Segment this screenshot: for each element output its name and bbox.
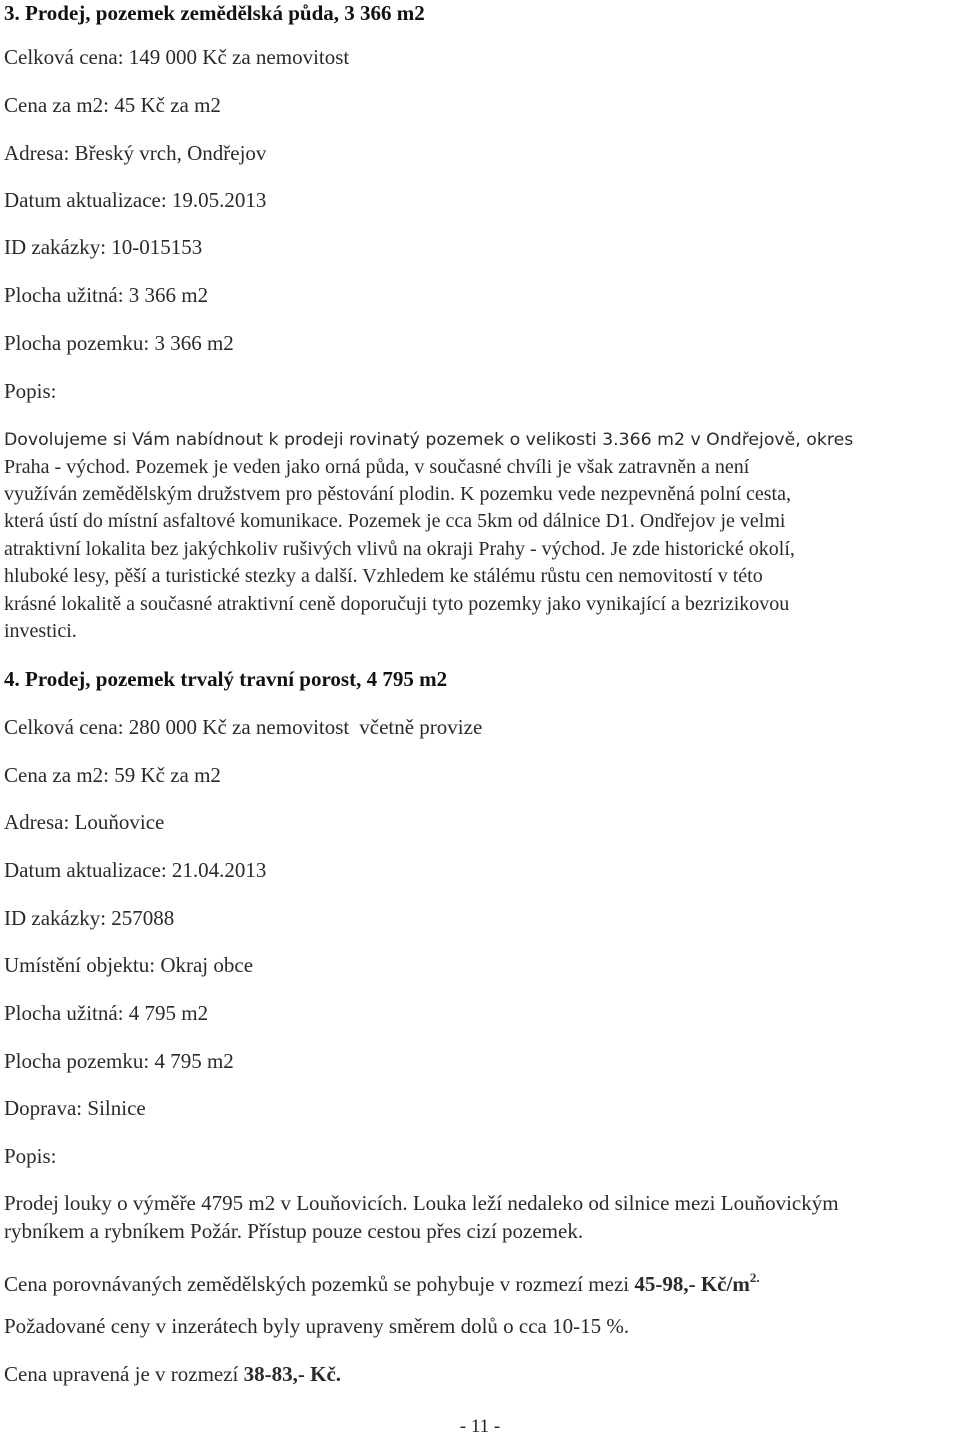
field-location: Umístění objektu: Okraj obce: [4, 953, 254, 977]
description-line: krásné lokalitě a současné atraktivní ceně doporučuji tyto pozemky jako vynikající a bezrizikovou: [4, 593, 790, 615]
field-description-label: Popis:: [4, 1144, 57, 1168]
section-3-heading: 3. Prodej, pozemek zemědělská půda, 3 366 m2: [4, 1, 425, 25]
field-plot-area: Plocha pozemku: 4 795 m2: [4, 1049, 234, 1073]
field-usable-area: Plocha užitná: 4 795 m2: [4, 1001, 209, 1025]
adjusted-text: Cena upravená je v rozmezí: [4, 1362, 244, 1386]
field-plot-area: Plocha pozemku: 3 366 m2: [4, 331, 234, 355]
description-line: Praha - východ. Pozemek je veden jako orná půda, v současné chvíli je však zatravněn a není: [4, 456, 750, 478]
field-address: Adresa: Louňovice: [4, 810, 165, 834]
field-usable-area: Plocha užitná: 3 366 m2: [4, 283, 209, 307]
adjustment-line: Požadované ceny v inzerátech byly upraveny směrem dolů o cca 10-15 %.: [4, 1314, 630, 1338]
comparison-value: 45-98,- Kč/m: [634, 1272, 750, 1296]
price-note: včetně provize: [359, 715, 483, 739]
adjusted-value: 38-83,- Kč.: [243, 1362, 342, 1386]
page-number: - 11 -: [459, 1416, 501, 1437]
description-line: která ústí do místní asfaltové komunikace. Pozemek je cca 5km od dálnice D1. Ondřejov je velmi: [4, 510, 786, 532]
field-address: Adresa: Břeský vrch, Ondřejov: [4, 141, 267, 165]
field-update-date: Datum aktualizace: 19.05.2013: [4, 188, 267, 212]
field-order-id: ID zakázky: 257088: [4, 906, 175, 930]
description-line: využíván zemědělským družstvem pro pěstování plodin. K pozemku vede nezpevněná polní cesta,: [4, 483, 791, 505]
comparison-sup: 2.: [749, 1270, 760, 1285]
field-price-per-m2: Cena za m2: 59 Kč za m2: [4, 763, 221, 787]
field-price-per-m2: Cena za m2: 45 Kč za m2: [4, 93, 221, 117]
description-line: hluboké lesy, pěší a turistické stezky a další. Vzhledem ke stálému růstu cen nemovitostí v této: [4, 565, 763, 587]
description-line: rybníkem a rybníkem Požár. Přístup pouze cestou přes cizí pozemek.: [4, 1219, 584, 1243]
comparison-line: [4, 1265, 760, 1297]
field-update-date: Datum aktualizace: 21.04.2013: [4, 858, 267, 882]
description-line: Dovolujeme si Vám nabídnout k prodeji rovinatý pozemek o velikosti 3.366 m2 v Ondřejově, okres: [4, 430, 854, 450]
section-4-heading: 4. Prodej, pozemek trvalý travní porost, 4 795 m2: [4, 667, 448, 691]
comparison-text: Cena porovnávaných zemědělských pozemků se pohybuje v rozmezí mezi: [4, 1272, 635, 1296]
field-description-label: Popis:: [4, 379, 57, 403]
price-value: Celková cena: 280 000 Kč za nemovitost: [4, 715, 350, 739]
field-order-id: ID zakázky: 10-015153: [4, 235, 203, 259]
description-line: Prodej louky o výměře 4795 m2 v Louňovicích. Louka leží nedaleko od silnice mezi Louňovickým: [4, 1191, 839, 1215]
description-line: investici.: [4, 620, 77, 642]
description-line: atraktivní lokalita bez jakýchkoliv rušivých vlivů na okraji Prahy - východ. Je zde historické okolí,: [4, 538, 795, 560]
adjusted-line: [4, 1361, 341, 1387]
field-transport: Doprava: Silnice: [4, 1096, 146, 1120]
field-total-price: [4, 714, 482, 740]
field-total-price: Celková cena: 149 000 Kč za nemovitost: [4, 45, 350, 69]
